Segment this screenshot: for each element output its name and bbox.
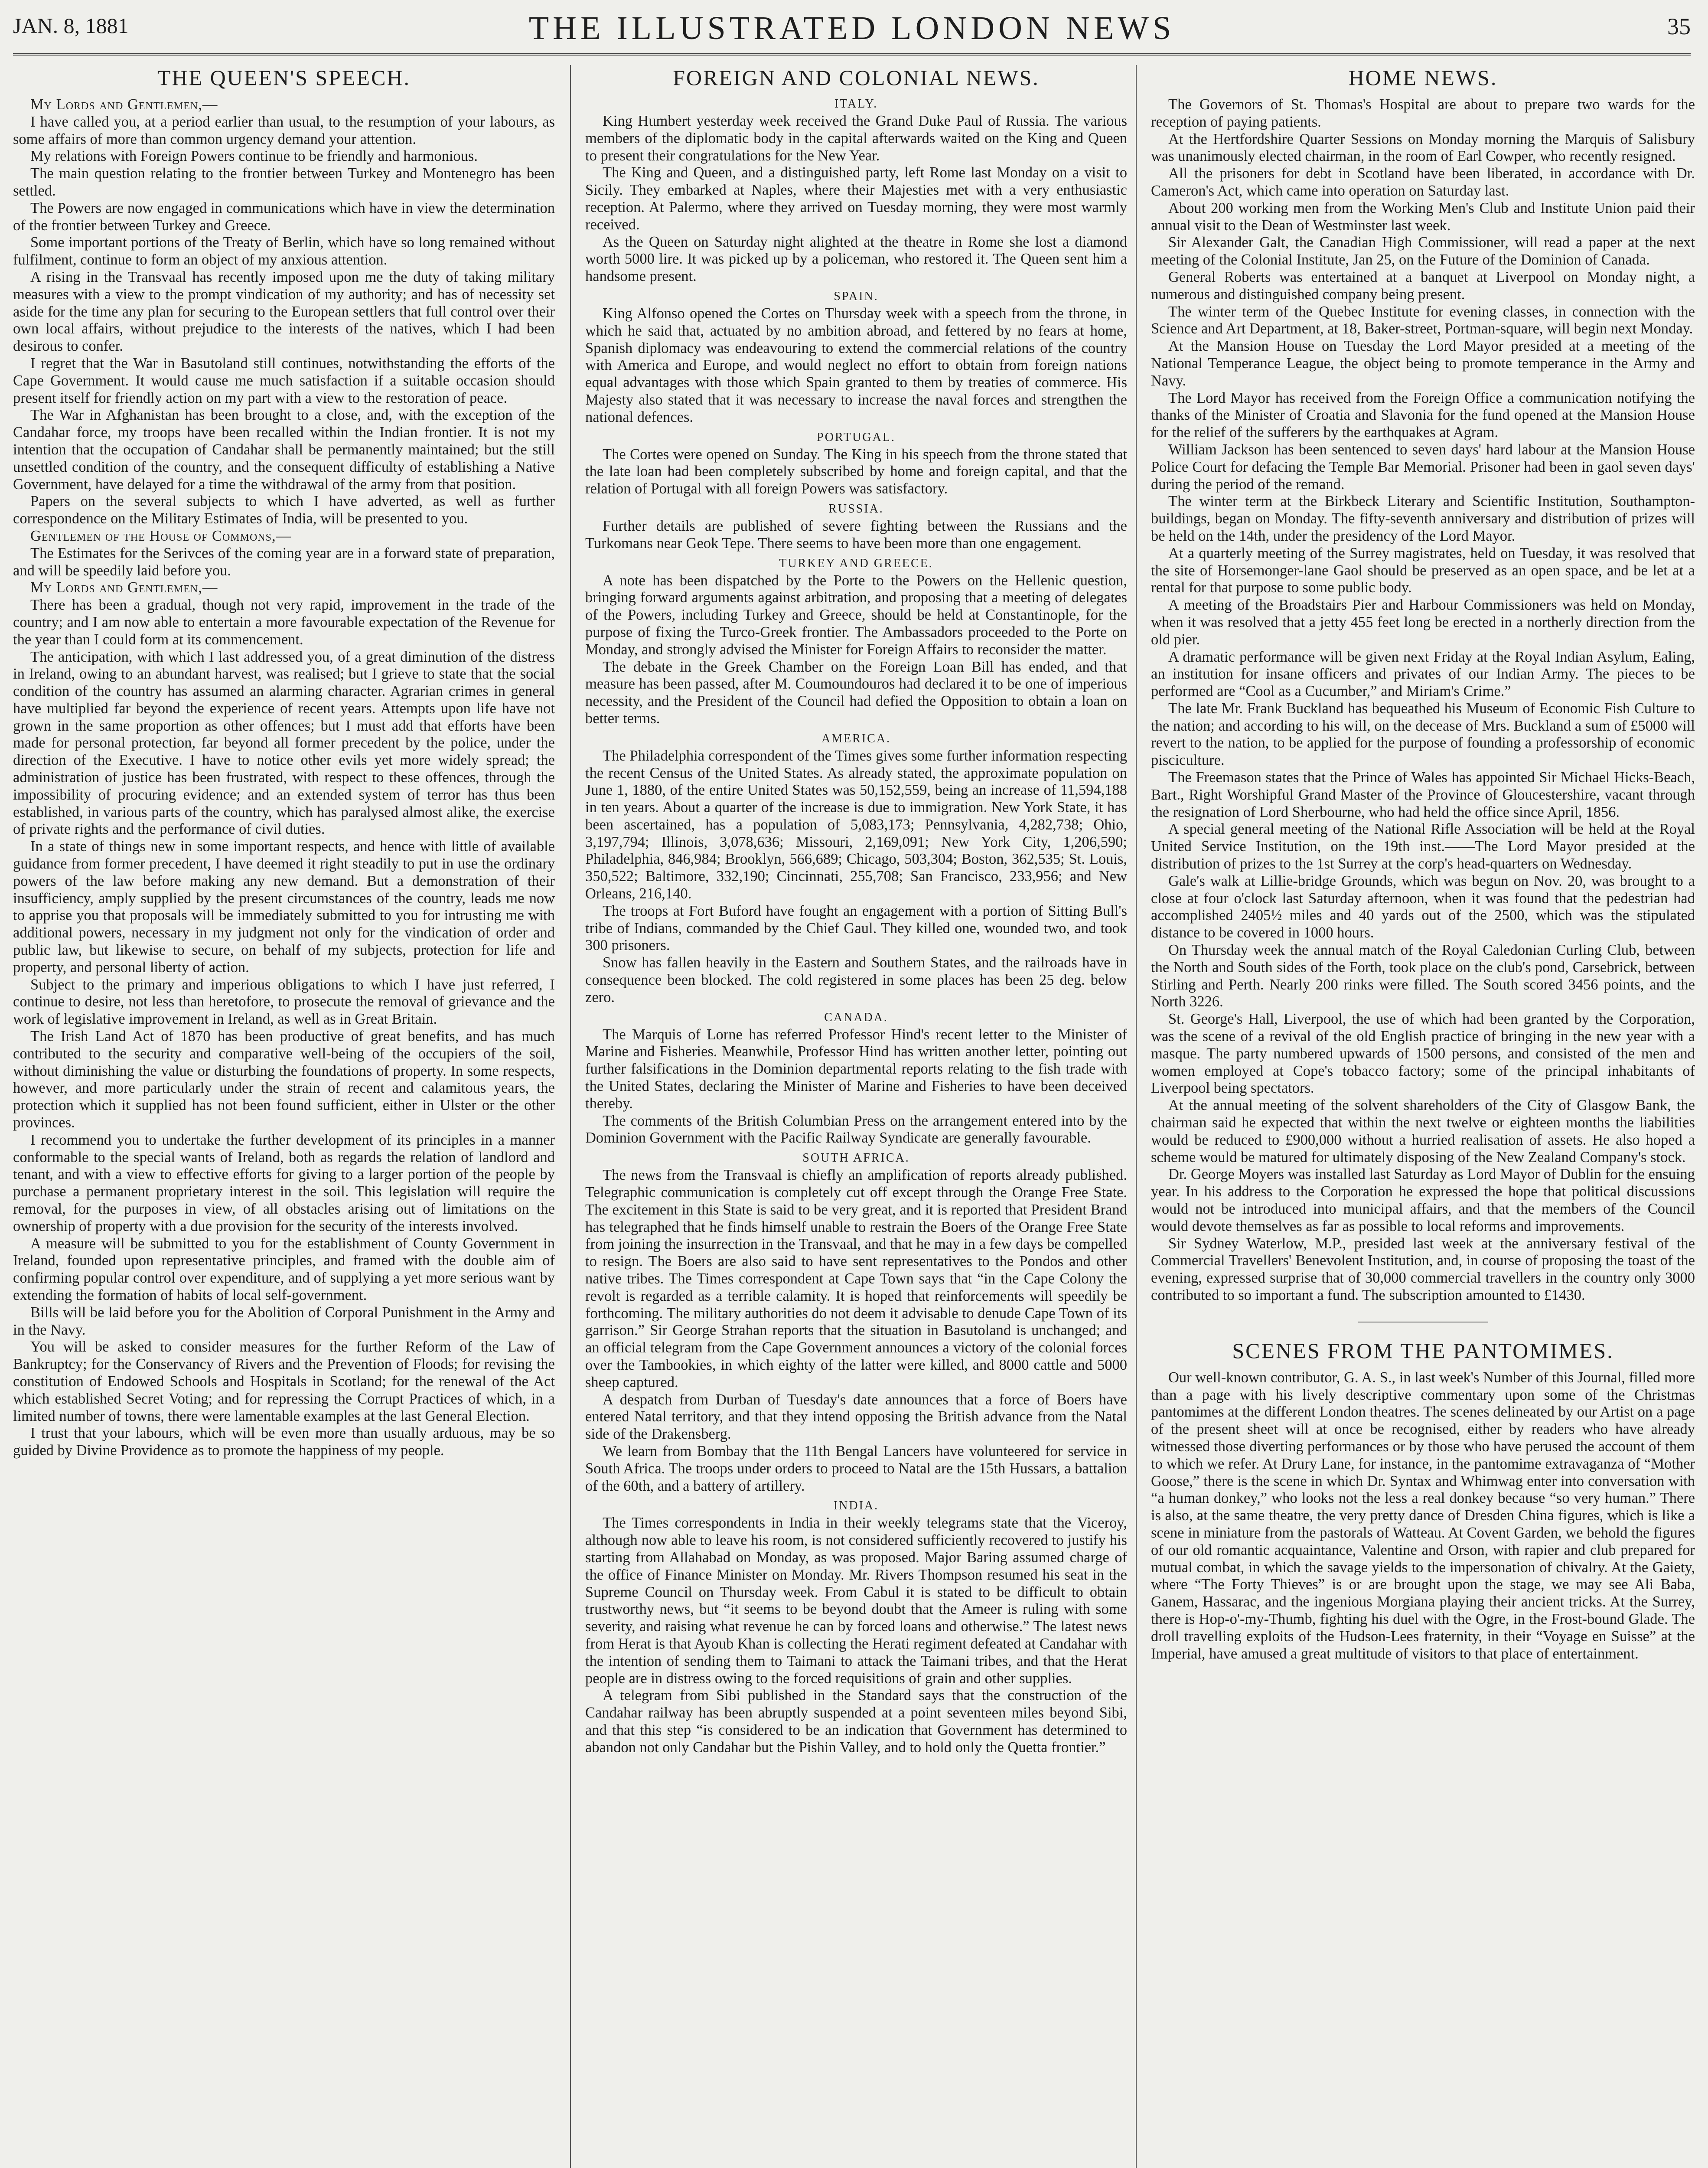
article-paragraph: I regret that the War in Basutoland still continues, notwithstanding the efforts of the Cape Government. It would cause me much satisfaction if a suitable occasion should present itself for friendly action on my part with a view to the restoration of peace. [13, 355, 555, 406]
article-paragraph: At the Mansion House on Tuesday the Lord Mayor presided at a meeting of the National Temperance League, the object being to promote temperance in the Army and Navy. [1151, 338, 1695, 389]
article-paragraph: A telegram from Sibi published in the Standard says that the construction of the Candahar railway has been abruptly suspended at a point seventeen miles beyond Sibi, and that this step “is considered to be an indication that Government has determined to abandon not only Candahar but the Pishin Valley, and to hold only the Quetta frontier.” [585, 1687, 1127, 1756]
article-paragraph: The Freemason states that the Prince of Wales has appointed Sir Michael Hicks-Beach, Bart., Right Worshipful Grand Master of the Province of Gloucestershire, vacant through the resignation of Lord Sherbourne, who had held the office since April, 1856. [1151, 769, 1695, 820]
article-paragraph: In a state of things new in some important respects, and hence with little of available guidance from former precedent, I have deemed it right steadily to put in use the ordinary powers of the law before making any new demand. But a demonstration of their insufficiency, amply supplied by the present circumstances of the country, leads me now to apprise you that proposals will be immediately submitted to you for intrusting me with additional powers, necessary in my judgment not only for the vindication of order and public law, but likewise to secure, on behalf of my subjects, protection for life and property, and personal liberty of action. [13, 838, 555, 976]
home-news-column [1151, 65, 1695, 2168]
page-number: 35 [1667, 13, 1691, 39]
article-paragraph: The Times correspondents in India in their weekly telegrams state that the Viceroy, although now able to leave his room, is not considered sufficiently recovered to justify his starting from Allahabad on Monday, as was proposed. Major Baring assumed charge of the office of Finance Minister on Monday. Mr. Rivers Thompson resumed his seat in the Supreme Council on Thursday week. From Cabul it is stated to be difficult to obtain trustworthy news, but “it seems to be beyond doubt that the Ameer is ruling with some severity, and raising what revenue he can by forced loans and otherwise.” The latest news from Herat is that Ayoub Khan is collecting the Herati regiment defeated at Candahar with the intention of sending them to Taimani to attack the Taimani tribes, and that the Herat people are in distress owing to the forced requisitions of grain and other supplies. [585, 1515, 1127, 1687]
section-heading: INDIA. [833, 1499, 879, 1513]
article-paragraph: Our well-known contributor, G. A. S., in last week's Number of this Journal, filled more than a page with his lively descriptive commentary upon some of the Christmas pantomimes at the different London theatres. The scenes delineated by our Artist on a page of the present sheet will at once be recognised, either by readers who have already witnessed those diverting performances or by those who have perused the account of them to which we refer. At Drury Lane, for instance, in the pantomime extravaganza of “Mother Goose,” there is the scene in which Dr. Syntax and Whimwag enter into conversation with “a human donkey,” who looks not the less a real donkey because “so very human.” There is also, at the same theatre, the very pretty dance of Dresden China figures, which is like a scene in miniature from the pastorals of Watteau. At Covent Garden, we behold the figures of our old romantic acquaintance, Valentine and Orson, with rapier and club prepared for mutual combat, in which the savage yields to the impersonation of chivalry. At the Gaiety, where “The Forty Thieves” is or are brought upon the stage, we may see Ali Baba, Ganem, Hassarac, and the ingenious Morgiana playing their ancient tricks. At the Surrey, there is Hop-o'-my-Thumb, fighting his duel with the Ogre, in the Frost-bound Glade. The droll travelling exploits of the Hudson-Lees fraternity, in their “Voyage en Suisse” at the Imperial, have amused a great multitude of visitors to that place of entertainment. [1151, 1369, 1695, 1662]
article-paragraph: A measure will be submitted to you for the establishment of County Government in Ireland, founded upon representative principles, and framed with the double aim of confirming popular control over expenditure, and of supplying a yet more serious want by extending the formation of habits of local self-government. [13, 1235, 555, 1303]
article-paragraph: St. George's Hall, Liverpool, the use of which had been granted by the Corporation, was the scene of a revival of the old English practice of bringing in the new year with a masque. The party numbered upwards of 1500 persons, and consisted of the men and women employed at Cope's tobacco factory; some of the principal inhabitants of Liverpool being spectators. [1151, 1011, 1695, 1097]
newspaper-title: THE ILLUSTRATED LONDON NEWS [528, 10, 1175, 46]
queens-speech-title: THE QUEEN'S SPEECH. [157, 65, 411, 90]
article-paragraph: The winter term at the Birkbeck Literary and Scientific Institution, Southampton-buildings, began on Monday. The fifty-seventh anniversary and distribution of prizes will be held on the 14th, under the presidency of the Lord Mayor. [1151, 493, 1695, 544]
section-heading: ITALY. [834, 97, 878, 111]
article-paragraph: A note has been dispatched by the Porte to the Powers on the Hellenic question, bringing forward arguments against arbitration, and proposing that a meeting of delegates of the Powers, including Turkey and Greece, should be held at Constantinople, for the purpose of fixing the Turco-Greek frontier. The Ambassadors proceeded to the Porte on Monday, and strongly advised the Minister for Foreign Affairs to reconsider the matter. [585, 572, 1127, 658]
article-paragraph: Gale's walk at Lillie-bridge Grounds, which was begun on Nov. 20, was brought to a close at four o'clock last Saturday afternoon, when it was found that the pedestrian had accomplished 2405½ miles and 40 yards out of the 2500, which was the stipulated distance to be covered in 1000 hours. [1151, 872, 1695, 941]
article-paragraph: At a quarterly meeting of the Surrey magistrates, held on Tuesday, it was resolved that the site of Horsemonger-lane Gaol should be preserved as an open space, and be let at a rental for that purpose to some public body. [1151, 545, 1695, 596]
article-paragraph: The main question relating to the frontier between Turkey and Montenegro has been settled. [13, 165, 555, 199]
article-paragraph: The Estimates for the Serivces of the coming year are in a forward state of preparation, and will be speedily laid before you. [13, 545, 555, 579]
column-rule [570, 65, 571, 2168]
section-heading: RUSSIA. [828, 502, 884, 516]
article-paragraph: On Thursday week the annual match of the Royal Caledonian Curling Club, between the North and South sides of the Forth, took place on the club's pond, Carsebrick, between Stirling and Perth. Nearly 200 rinks were filled. The South scored 3456 points, and the North 3226. [1151, 942, 1695, 1010]
article-paragraph: A special general meeting of the National Rifle Association will be held at the Royal United Service Institution, on the 19th inst.——The Lord Mayor presided at the distribution of prizes to the 1st Surrey at the corp's head-quarters on Wednesday. [1151, 821, 1695, 872]
article-paragraph: The news from the Transvaal is chiefly an amplification of reports already published. Telegraphic communication is completely cut off except through the Orange Free State. The excitement in this State is said to be very great, and it is reported that President Brand has telegraphed that he finds himself unable to restrain the Boers of the Orange Free State from joining the insurrection in the Transvaal, and that he may in a few days be compelled to resign. The Boers are also said to have sent representatives to the Pondos and other native tribes. The Times correspondent at Cape Town says that “in the Cape Colony the revolt is regarded as a terrible calamity. It is hoped that reinforcements will speedily be forthcoming. The military authorities do not deem it advisable to denude Cape Town of its garrison.” Sir George Strahan reports that the situation in Basutoland is unchanged; and an official telegram from the Cape Government announces a victory of the colonial forces over the Tambookies, in which eighty of the latter were killed, and 8000 cattle and 5000 sheep captured. [585, 1167, 1127, 1391]
article-paragraph: About 200 working men from the Working Men's Club and Institute Union paid their annual visit to the Dean of Westminster last week. [1151, 199, 1695, 234]
foreign-news-title: FOREIGN AND COLONIAL NEWS. [673, 65, 1040, 90]
article-paragraph: The debate in the Greek Chamber on the Foreign Loan Bill has ended, and that measure has been passed, after M. Coumoundouros had declared it to be one of imperious necessity, and the President of the Council had defied the Opposition to obtain a loan on better terms. [585, 658, 1127, 727]
article-paragraph: Further details are published of severe fighting between the Russians and the Turkomans near Geok Tepe. There seems to have been more than one engagement. [585, 517, 1127, 552]
article-paragraph: I recommend you to undertake the further development of its principles in a manner conformable to the special wants of Ireland, both as regards the relation of landlord and tenant, and with a view to effective efforts for giving to a larger portion of the people by purchase a permanent proprietary interest in the soil. This legislation will require the removal, for the purposes in view, of all obstacles arising out of limitations on the ownership of property with a due provision for the security of the interests involved. [13, 1131, 555, 1234]
article-paragraph: The Lord Mayor has received from the Foreign Office a communication notifying the thanks of the Minister of Croatia and Slavonia for the fund opened at the Mansion House for the relief of the sufferers by the earthquakes at Agram. [1151, 389, 1695, 441]
queens-speech-column [13, 65, 555, 2168]
section-heading: AMERICA. [821, 731, 891, 745]
article-paragraph: Papers on the several subjects to which I have adverted, as well as further correspondence on the Military Estimates of India, will be presented to you. [13, 493, 555, 527]
article-paragraph: The Cortes were opened on Sunday. The King in his speech from the throne stated that the late loan had been completely subscribed by home and foreign capital, and that the relation of Portugal with all foreign Powers was satisfactory. [585, 446, 1127, 497]
article-paragraph: Gentlemen of the House of Commons,— [30, 527, 292, 544]
article-paragraph: The troops at Fort Buford have fought an engagement with a portion of Sitting Bull's tribe of Indians, commanded by the Chief Gaul. They killed one, wounded two, and took 300 prisoners. [585, 902, 1127, 954]
article-paragraph: Sir Sydney Waterlow, M.P., presided last week at the anniversary festival of the Commercial Travellers' Benevolent Institution, and, in course of proposing the toast of the evening, expressed surprise that of 30,000 commercial travellers in the country only 3000 contributed to so important a fund. The subscription amounted to £1430. [1151, 1235, 1695, 1303]
article-paragraph: Bills will be laid before you for the Abolition of Corporal Punishment in the Army and in the Navy. [13, 1304, 555, 1338]
article-paragraph: The winter term of the Quebec Institute for evening classes, in connection with the Science and Art Department, at 18, Baker-street, Portman-square, will begin next Monday. [1151, 303, 1695, 337]
article-paragraph: The War in Afghanistan has been brought to a close, and, with the exception of the Candahar force, my troops have been recalled within the Indian frontier. It is not my intention that the occupation of Candahar shall be permanently maintained; but the still unsettled condition of the country, and the consequent difficulty of establishing a Native Government, have delayed for a time the withdrawal of the army from that position. [13, 407, 555, 493]
section-heading: SPAIN. [834, 289, 879, 303]
article-paragraph: All the prisoners for debt in Scotland have been liberated, in accordance with Dr. Cameron's Act, which came into operation on Saturday last. [1151, 165, 1695, 199]
foreign-news-body [585, 96, 1127, 1757]
article-paragraph: A rising in the Transvaal has recently imposed upon me the duty of taking military measures with a view to the prompt vindication of my authority; and has of necessity set aside for the time any plan for securing to the European settlers that full control over their own local affairs, without prejudice to the interests of the natives, which I had been desirous to confer. [13, 268, 555, 355]
article-paragraph: The late Mr. Frank Buckland has bequeathed his Museum of Economic Fish Culture to the nation; and according to his will, on the decease of Mrs. Buckland a sum of £5000 will revert to the nation, to be applied for the purpose of founding a professorship of economic pisciculture. [1151, 700, 1695, 769]
section-heading: TURKEY AND GREECE. [779, 556, 933, 570]
article-paragraph: Subject to the primary and imperious obligations to which I have just referred, I continue to desire, not less than heretofore, to prosecute the removal of grievance and the work of legislative improvement in Ireland, as well as in Great Britain. [13, 976, 555, 1028]
pantomimes-title: SCENES FROM THE PANTOMIMES. [1232, 1338, 1614, 1363]
article-paragraph: Snow has fallen heavily in the Eastern and Southern States, and the railroads have in consequence been blocked. The cold registered in some places has been 25 deg. below zero. [585, 954, 1127, 1006]
article-paragraph: A meeting of the Broadstairs Pier and Harbour Commissioners was held on Monday, when it was resolved that a jetty 455 feet long be erected in a northerly direction from the old pier. [1151, 597, 1695, 648]
section-heading: PORTUGAL. [817, 430, 896, 444]
home-news-body [1151, 96, 1695, 1304]
article-paragraph: A despatch from Durban of Tuesday's date announces that a force of Boers have entered Natal territory, and that they intend opposing the British advance from the Natal side of the Drakensberg. [585, 1391, 1127, 1443]
article-paragraph: General Roberts was entertained at a banquet at Liverpool on Monday night, a numerous and distinguished company being present. [1151, 268, 1695, 303]
article-paragraph: King Humbert yesterday week received the Grand Duke Paul of Russia. The various members of the diplomatic body in the capital afterwards waited on the King and Queen to present their congratulations for the New Year. [585, 113, 1127, 164]
foreign-news-column [585, 65, 1127, 2168]
article-paragraph: The anticipation, with which I last addressed you, of a great diminution of the distress in Ireland, owing to an abundant harvest, was realised; but I grieve to state that the social condition of the country has assumed an alarming character. Agrarian crimes in general have multiplied far beyond the experience of recent years. Attempts upon life have not grown in the same proportion as other offences; but I must add that efforts have been made for personal protection, far beyond all former precedent by the police, under the direction of the Executive. I have to notice other evils yet more widely spread; the administration of justice has been frustrated, with respect to these offences, through the impossibility of procuring evidence; and an extended system of terror has thus been established, in various parts of the country, which has paralysed almost alike, the exercise of private rights and the performance of civil duties. [13, 648, 555, 838]
article-paragraph: At the Hertfordshire Quarter Sessions on Monday morning the Marquis of Salisbury was unanimously elected chairman, in the room of Earl Cowper, who recently resigned. [1151, 131, 1695, 165]
masthead [13, 8, 1691, 56]
section-heading: SOUTH AFRICA. [802, 1151, 910, 1165]
article-paragraph: You will be asked to consider measures for the further Reform of the Law of Bankruptcy; for the Conservancy of Rivers and the Prevention of Floods; for revising the constitution of Endowed Schools and Hospitals in Scotland; for the renewal of the Act which established Secret Voting; and for repressing the Corrupt Practices of which, in a limited number of towns, there were lamentable examples at the last General Election. [13, 1339, 555, 1424]
article-paragraph: William Jackson has been sentenced to seven days' hard labour at the Mansion House Police Court for defacing the Temple Bar Memorial. Prisoner had been in gaol seven days' during the period of the remand. [1151, 441, 1695, 493]
article-paragraph: I trust that your labours, which will be even more than usually arduous, may be so guided by Divine Providence as to promote the happiness of my people. [13, 1425, 555, 1459]
home-news-title: HOME NEWS. [1348, 65, 1498, 90]
pantomimes-body [1151, 1369, 1695, 1663]
article-paragraph: My Lords and Gentlemen,— [30, 96, 218, 113]
column-rule [1136, 65, 1137, 2168]
article-paragraph: Sir Alexander Galt, the Canadian High Commissioner, will read a paper at the next meeting of the Colonial Institute, Jan 25, on the Future of the Dominion of Canada. [1151, 234, 1695, 268]
article-paragraph: The comments of the British Columbian Press on the arrangement entered into by the Dominion Government with the Pacific Railway Syndicate are generally favourable. [585, 1112, 1127, 1146]
article-paragraph: Some important portions of the Treaty of Berlin, which have so long remained without fulfilment, continue to form an object of my anxious attention. [13, 234, 555, 268]
article-paragraph: The Governors of St. Thomas's Hospital are about to prepare two wards for the reception of paying patients. [1151, 96, 1695, 130]
article-paragraph: Dr. George Moyers was installed last Saturday as Lord Mayor of Dublin for the ensuing year. In his address to the Corporation he expressed the hope that political discussions would not be introduced into municipal affairs, and that the members of the Council would devote themselves as far as possible to local reforms and improvements. [1151, 1166, 1695, 1234]
article-paragraph: At the annual meeting of the solvent shareholders of the City of Glasgow Bank, the chairman said he expected that within the next twelve or eighteen months the liabilities would be reduced to £900,000 without a hurried realisation of assets. He also hoped a scheme would be matured for ultimately disposing of the New Zealand Company's stock. [1151, 1097, 1695, 1166]
article-paragraph: There has been a gradual, though not very rapid, improvement in the trade of the country; and I am now able to entertain a more favourable expectation of the Revenue for the year than I could form at its commencement. [13, 597, 555, 648]
article-paragraph: As the Queen on Saturday night alighted at the theatre in Rome she lost a diamond worth 5000 lire. It was picked up by a policeman, who restored it. The Queen sent him a handsome present. [585, 233, 1127, 285]
article-paragraph: The Marquis of Lorne has referred Professor Hind's recent letter to the Minister of Marine and Fisheries. Meanwhile, Professor Hind has written another letter, pointing out further falsifications in the Dominion departmental reports relating to the fish trade with the United States, declaring the Minister of Marine and Fisheries to have been deceived thereby. [585, 1026, 1127, 1112]
article-paragraph: My relations with Foreign Powers continue to be friendly and harmonious. [30, 148, 478, 165]
article-paragraph: The Powers are now engaged in communications which have in view the determination of the frontier between Turkey and Greece. [13, 199, 555, 234]
article-paragraph: The King and Queen, and a distinguished party, left Rome last Monday on a visit to Sicily. They embarked at Naples, where their Majesties met with a very enthusiastic reception. At Palermo, where they arrived on Tuesday morning, they were most warmly received. [585, 164, 1127, 233]
article-paragraph: I have called you, at a period earlier than usual, to the resumption of your labours, as some affairs of more than common urgency demand your attention. [13, 113, 555, 147]
article-paragraph: The Philadelphia correspondent of the Times gives some further information respecting the recent Census of the United States. As already stated, the approximate population on June 1, 1880, of the entire United States was 50,152,559, being an increase of 11,594,188 in ten years. About a quarter of the increase is due to immigration. New York State, it has been ascertained, has a population of 5,083,173; Pennsylvania, 4,282,738; Ohio, 3,197,794; Illinois, 3,078,636; Missouri, 2,169,091; New York City, 1,206,590; Philadelphia, 846,984; Brooklyn, 566,689; Chicago, 503,304; Boston, 362,535; St. Louis, 350,522; Baltimore, 332,190; Cincinnati, 255,708; San Francisco, 233,956; and New Orleans, 216,140. [585, 747, 1127, 902]
article-paragraph: My Lords and Gentlemen,— [30, 579, 218, 596]
article-paragraph: King Alfonso opened the Cortes on Thursday week with a speech from the throne, in which he said that, actuated by no ambition abroad, and fettered by no fears at home, Spanish diplomacy was endeavouring to extend the commercial relations of the country with America and Europe, and would neglect no effort to obtain from foreign nations equal advantages with those which Spain granted to them by treaties of commerce. His Majesty also stated that it was necessary to increase the naval forces and strengthen the national defences. [585, 305, 1127, 425]
article-paragraph: A dramatic performance will be given next Friday at the Royal Indian Asylum, Ealing, an institution for insane officers and privates of our Indian Army. The pieces to be performed are “Cool as a Cucumber,” and Miriam's Crime.” [1151, 648, 1695, 700]
article-paragraph: We learn from Bombay that the 11th Bengal Lancers have volunteered for service in South Africa. The troops under orders to proceed to Natal are the 15th Hussars, a battalion of the 60th, and a battery of artillery. [585, 1443, 1127, 1494]
queens-speech-body [13, 96, 555, 1459]
article-paragraph: The Irish Land Act of 1870 has been productive of great benefits, and has much contributed to the security and comparative well-being of the occupiers of the soil, without diminishing the value or disturbing the foundations of property. In some respects, however, and more particularly under the strain of recent and calamitous years, the protection which it supplied has not been found sufficient, either in Ulster or the other provinces. [13, 1028, 555, 1131]
section-heading: CANADA. [824, 1010, 888, 1024]
issue-date: JAN. 8, 1881 [13, 13, 129, 38]
